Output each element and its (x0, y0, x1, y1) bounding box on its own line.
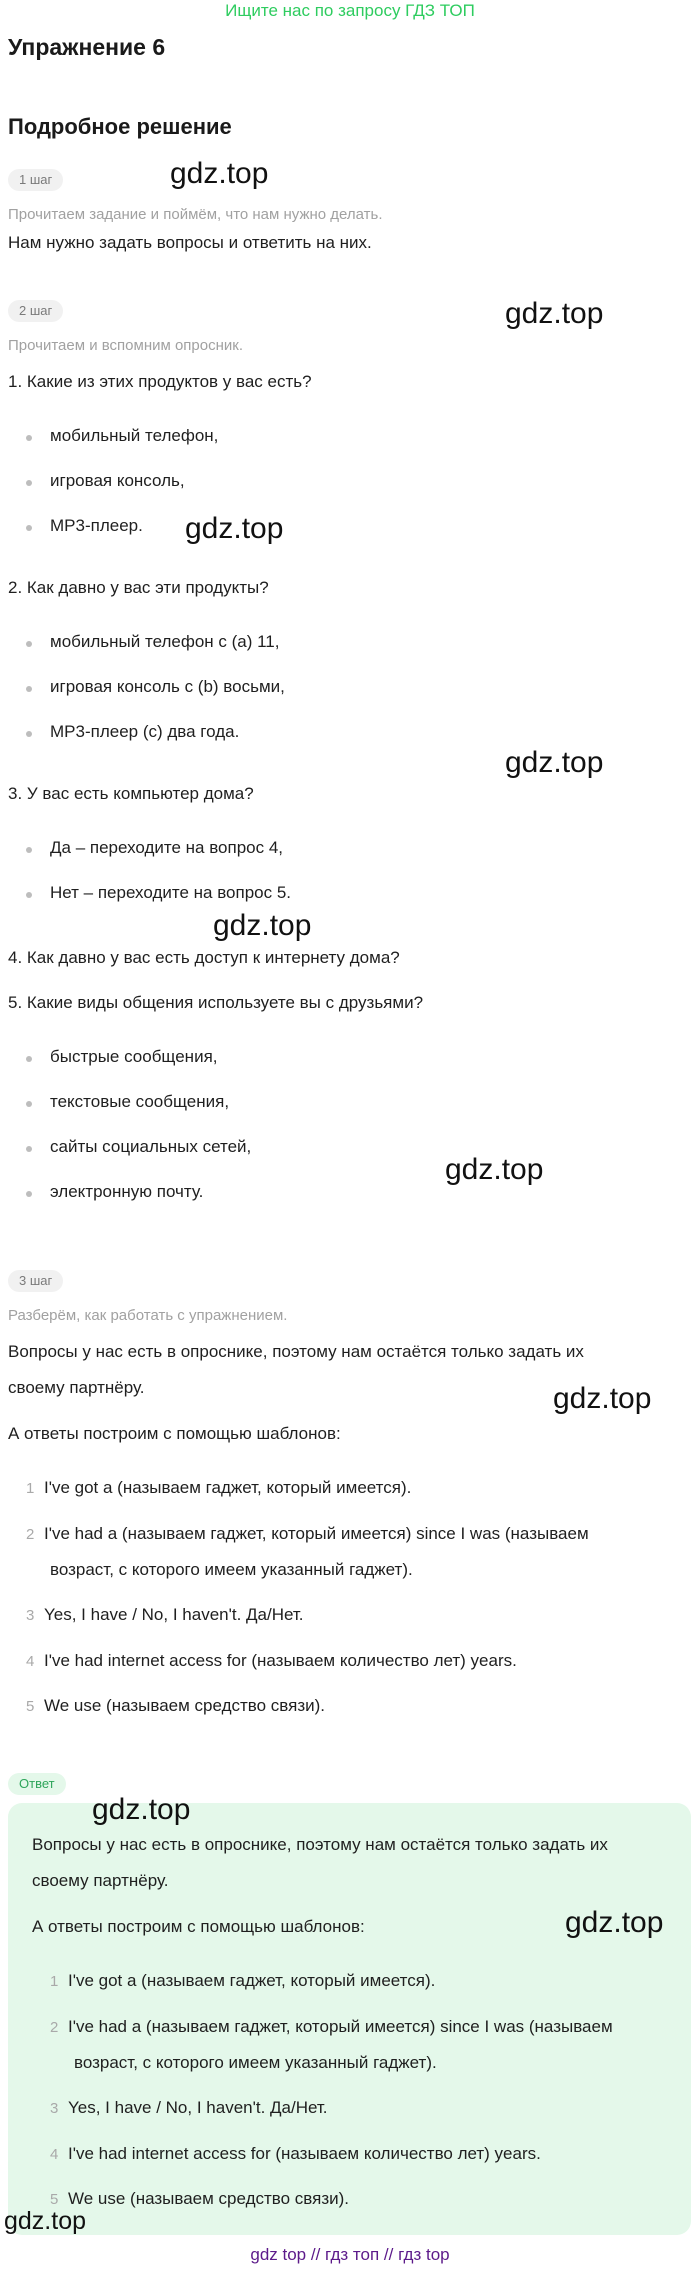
template-line: I've got a (называем гаджет, который имеется). (44, 1478, 412, 1497)
paragraph: А ответы построим с помощью шаблонов: (32, 1917, 365, 1936)
template-line: I've had internet access for (называем количество лет) years. (68, 2144, 541, 2163)
list-number: 4 (26, 1653, 35, 1670)
question-2: 2. Как давно у вас эти продукты? (8, 578, 269, 597)
list-item: Нет – переходите на вопрос 5. (50, 883, 292, 902)
list-number: 5 (26, 1698, 35, 1715)
watermark: gdz.top (505, 297, 604, 330)
step-text-1: Нам нужно задать вопросы и ответить на них. (8, 233, 372, 252)
template-line: Yes, I have / No, I haven't. Да/Нет. (44, 1605, 304, 1624)
paragraph: своему партнёру. (8, 1378, 145, 1397)
template-line: We use (называем средство связи). (44, 1696, 326, 1715)
list-number: 4 (50, 2146, 59, 2163)
template-line: возраст, с которого имеем указанный гаджет). (74, 2053, 437, 2072)
watermark: gdz.top (92, 1793, 191, 1826)
list-item: мобильный телефон с (а) 11, (50, 632, 280, 651)
question-3: 3. У вас есть компьютер дома? (8, 784, 254, 803)
list-number: 2 (26, 1526, 35, 1543)
step-hint-2: Прочитаем и вспомним опросник. (8, 337, 244, 354)
list-number: 3 (50, 2100, 59, 2117)
watermark: gdz.top (213, 909, 312, 942)
template-line: I've had a (называем гаджет, который имеется) since I was (называем (68, 2017, 613, 2036)
template-line: I've had internet access for (называем количество лет) years. (44, 1651, 517, 1670)
list-number: 3 (26, 1607, 35, 1624)
list-number: 2 (50, 2019, 59, 2036)
footer-separator: // (383, 2245, 394, 2264)
list-item: MP3-плеер (c) два года. (50, 722, 240, 741)
list-item: мобильный телефон, (50, 426, 219, 445)
watermark: gdz.top (505, 746, 604, 779)
footer-links (0, 2245, 700, 2265)
list-number: 1 (26, 1480, 35, 1497)
watermark: gdz.top (565, 1906, 664, 1939)
page-title: Упражнение 6 (8, 34, 166, 60)
template-line: We use (называем средство связи). (68, 2189, 350, 2208)
paragraph: А ответы построим с помощью шаблонов: (8, 1424, 341, 1443)
watermark: gdz.top (445, 1153, 544, 1186)
question-1: 1. Какие из этих продуктов у вас есть? (8, 372, 312, 391)
list-item: сайты социальных сетей, (50, 1137, 252, 1156)
answer-badge: Ответ (8, 1773, 66, 1795)
watermark: gdz.top (4, 2207, 87, 2235)
list-item: электронную почту. (50, 1182, 204, 1201)
watermark: gdz.top (553, 1382, 652, 1415)
template-line: I've had a (называем гаджет, который имеется) since I was (называем (44, 1524, 589, 1543)
paragraph: своему партнёру. (32, 1871, 169, 1890)
list-number: 1 (50, 1973, 59, 1990)
watermark: gdz.top (185, 512, 284, 545)
list-item: игровая консоль, (50, 471, 185, 490)
template-line: Yes, I have / No, I haven't. Да/Нет. (68, 2098, 328, 2117)
footer-separator: // (310, 2245, 321, 2264)
search-hint-link[interactable]: Ищите нас по запросу ГДЗ ТОП (225, 1, 475, 20)
answer-box (8, 1803, 691, 2235)
step-badge-3: 3 шаг (8, 1270, 63, 1292)
list-item: Да – переходите на вопрос 4, (50, 838, 284, 857)
solution-heading: Подробное решение (8, 114, 232, 139)
template-line: возраст, с которого имеем указанный гаджет). (50, 1560, 413, 1579)
footer-link-gdz-top-ru[interactable]: гдз топ (325, 2245, 380, 2264)
paragraph: Вопросы у нас есть в опроснике, поэтому нам остаётся только задать их (32, 1835, 608, 1854)
template-line: I've got a (называем гаджет, который имеется). (68, 1971, 436, 1990)
watermark: gdz.top (170, 157, 269, 190)
question-4: 4. Как давно у вас есть доступ к интернету дома? (8, 948, 400, 967)
list-item: быстрые сообщения, (50, 1047, 218, 1066)
question-5: 5. Какие виды общения используете вы с друзьями? (8, 993, 424, 1012)
step-badge-2: 2 шаг (8, 300, 63, 322)
footer-link-gdz-top[interactable]: gdz top (250, 2245, 307, 2264)
footer-link-gdz-top-mixed[interactable]: гдз top (398, 2245, 450, 2264)
list-number: 5 (50, 2191, 59, 2208)
step-badge-1: 1 шаг (8, 169, 63, 191)
list-item: MP3-плеер. (50, 516, 143, 535)
step-hint-1: Прочитаем задание и поймём, что нам нужно делать. (8, 206, 383, 223)
list-item: текстовые сообщения, (50, 1092, 230, 1111)
step-hint-3: Разберём, как работать с упражнением. (8, 1307, 288, 1324)
list-item: игровая консоль с (b) восьми, (50, 677, 285, 696)
paragraph: Вопросы у нас есть в опроснике, поэтому нам остаётся только задать их (8, 1342, 584, 1361)
